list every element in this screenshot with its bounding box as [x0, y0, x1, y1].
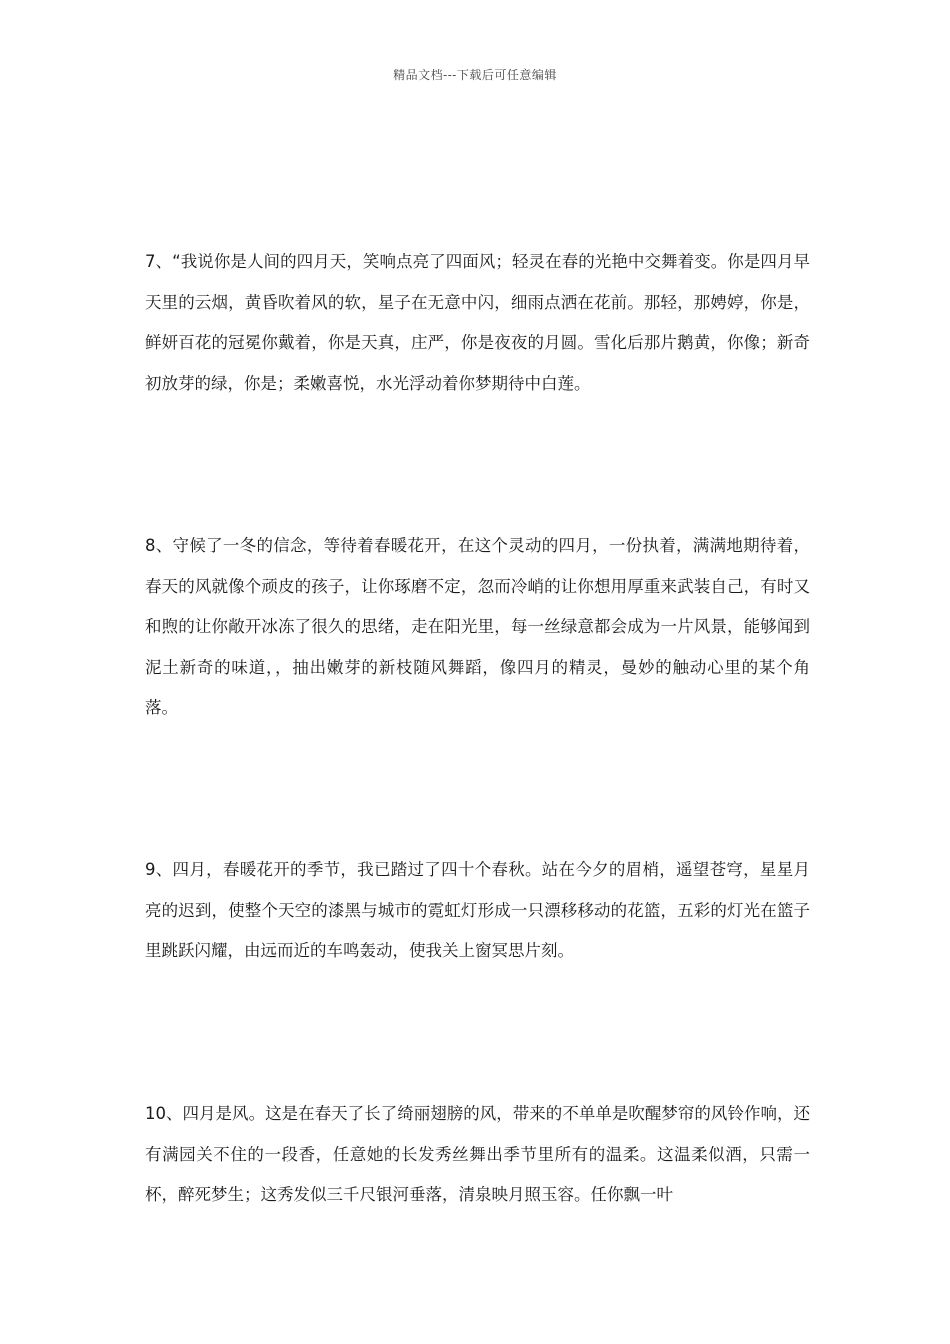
paragraph-9: 9、四月，春暖花开的季节，我已踏过了四十个春秋。站在今夕的眉梢，遥望苍穹，星星月亮的迟到，使整个天空的漆黑与城市的霓虹灯形成一只漂移移动的花篮，五彩的灯光在篮子里跳跃闪耀，由远而近的车鸣轰动，使我关上窗冥思片刻。: [145, 860, 810, 960]
paragraph-7: 7、“我说你是人间的四月天，笑响点亮了四面风；轻灵在春的光艳中交舞着变。你是四月早天里的云烟，黄昏吹着风的软，星子在无意中闪，细雨点洒在花前。那轻，那娉婷，你是，鲜妍百花的冠冕你戴着，你是天真，庄严，你是夜夜的月圆。雪化后那片鹅黄，你像；新奇初放芽的绿，你是；柔嫩喜悦，水光浮动着你梦期待中白莲。: [145, 252, 810, 393]
paragraph-8: 8、守候了一冬的信念，等待着春暖花开，在这个灵动的四月，一份执着，满满地期待着，春天的风就像个顽皮的孩子，让你琢磨不定，忽而冷峭的让你想用厚重来武装自己，有时又和煦的让你敞开冰冻了很久的思绪，走在阳光里，每一丝绿意都会成为一片风景，能够闻到泥土新奇的味道，，抽出嫩芽的新枝随风舞蹈，像四月的精灵，曼妙的触动心里的某个角落。: [145, 536, 810, 717]
page-header: 精品文档---下载后可任意编辑: [393, 68, 557, 82]
paragraph-10: 10、四月是风。这是在春天了长了绮丽翅膀的风，带来的不单单是吹醒梦帘的风铃作响，还有满园关不住的一段香，任意她的长发秀丝舞出季节里所有的温柔。这温柔似酒，只需一杯，醉死梦生；这秀发似三千尺银河垂落，清泉映月照玉容。任你飘一叶: [145, 1104, 810, 1204]
